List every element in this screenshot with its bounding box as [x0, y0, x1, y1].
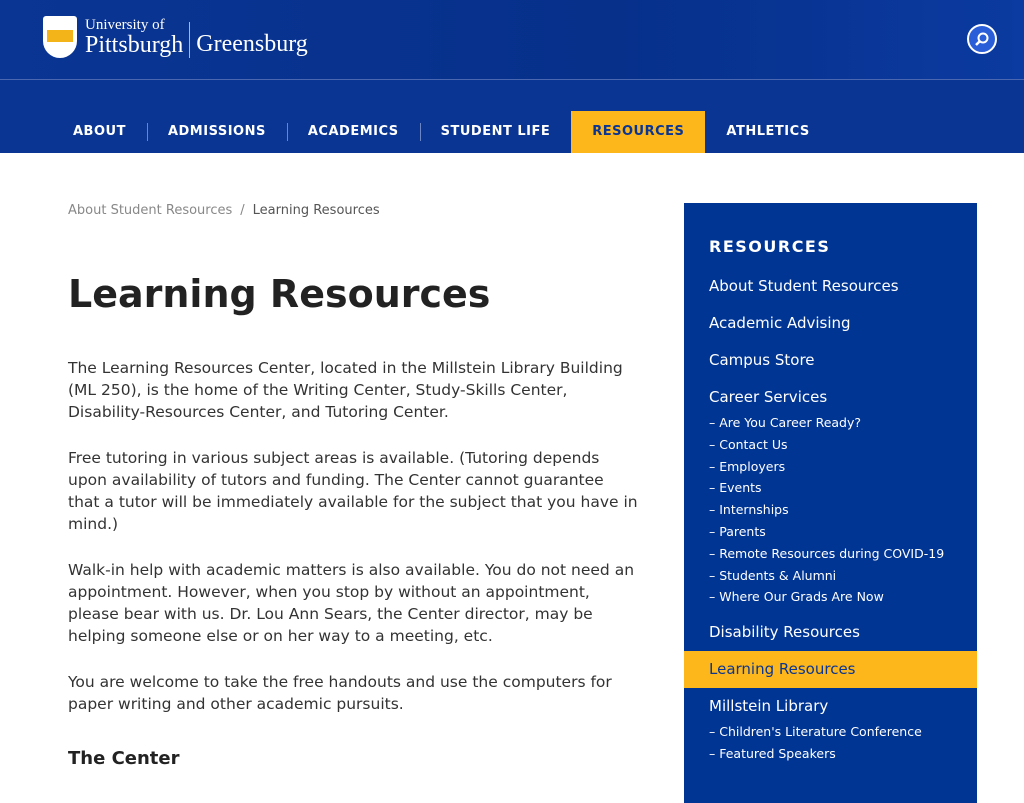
paragraph: Walk-in help with academic matters is also available. You do not need an appointment. However, when you stop by without an appointment, please bear with us. Dr. Lou Ann Sears, the Center director, may be helping someone else or on her way to a meeting, etc. [68, 561, 635, 645]
nav-athletics[interactable]: ATHLETICS [726, 124, 810, 139]
sidebar-item-disability[interactable]: Disability Resources [709, 623, 860, 642]
page-body [68, 357, 638, 739]
sidebar-subitem[interactable]: – Children's Literature Conference [709, 724, 922, 740]
nav-about[interactable]: ABOUT [73, 124, 126, 139]
sidebar-subitem[interactable]: – Featured Speakers [709, 745, 836, 761]
breadcrumb [68, 203, 380, 218]
sidebar-subitem[interactable]: – Remote Resources during COVID-19 [709, 545, 945, 561]
university-logo[interactable] [43, 16, 308, 58]
nav-academics[interactable]: ACADEMICS [287, 111, 420, 153]
paragraph: Free tutoring in various subject areas is available. (Tutoring depends upon availability of tutors and funding. The Center cannot guarantee that a tutor will be immediately available for the subject that you have in mind.) [68, 449, 638, 533]
sidebar-subitem[interactable]: – Employers [709, 458, 786, 474]
paragraph: The Learning Resources Center, located in the Millstein Library Building (ML 250), is the home of the Writing Center, Study-Skills Center, Disability-Resources Center, and Tutoring Center. [68, 359, 623, 421]
site-header [0, 0, 1024, 80]
sidebar-item-campus-store[interactable]: Campus Store [709, 351, 815, 369]
paragraph: You are welcome to take the free handouts and use the computers for paper writing and other academic pursuits. [68, 673, 612, 713]
main-nav [0, 80, 1024, 153]
sidebar-subitem[interactable]: – Events [709, 480, 762, 496]
sidebar-subitem[interactable]: – Are You Career Ready? [709, 415, 862, 430]
shield-icon [43, 16, 77, 58]
breadcrumb-separator: / [240, 203, 245, 218]
nav-student-life[interactable]: STUDENT LIFE [420, 111, 572, 153]
sidebar-item-library[interactable]: Millstein Library [709, 697, 829, 716]
logo-university: University of [85, 16, 165, 33]
section-heading: The Center [68, 748, 180, 769]
sidebar-item-learning-resources[interactable]: Learning Resources [684, 651, 977, 688]
search-icon [974, 31, 990, 47]
sidebar-title: RESOURCES [709, 237, 831, 256]
search-button[interactable] [967, 24, 997, 54]
logo-pittsburgh: Pittsburgh [85, 31, 184, 58]
sidebar-subitem[interactable]: – Students & Alumni [709, 567, 837, 583]
sidebar-item-advising[interactable]: Academic Advising [709, 314, 851, 332]
logo-campus: Greensburg [196, 31, 308, 57]
breadcrumb-current: Learning Resources [252, 203, 380, 218]
sidebar-subitem[interactable]: – Where Our Grads Are Now [709, 589, 884, 605]
nav-admissions[interactable]: ADMISSIONS [147, 111, 287, 153]
sidebar-subitem[interactable]: – Contact Us [709, 436, 788, 452]
logo-divider [189, 22, 190, 58]
breadcrumb-parent[interactable]: About Student Resources [68, 203, 233, 218]
sidebar-item-about[interactable]: About Student Resources [709, 277, 899, 295]
sidebar-item-career-services[interactable]: Career Services [709, 388, 828, 406]
sidebar-nav [684, 203, 977, 803]
page-title: Learning Resources [68, 272, 491, 316]
nav-resources[interactable]: RESOURCES [571, 111, 705, 153]
sidebar-subitem[interactable]: – Parents [709, 523, 766, 539]
sidebar-subitem[interactable]: – Internships [709, 502, 789, 518]
